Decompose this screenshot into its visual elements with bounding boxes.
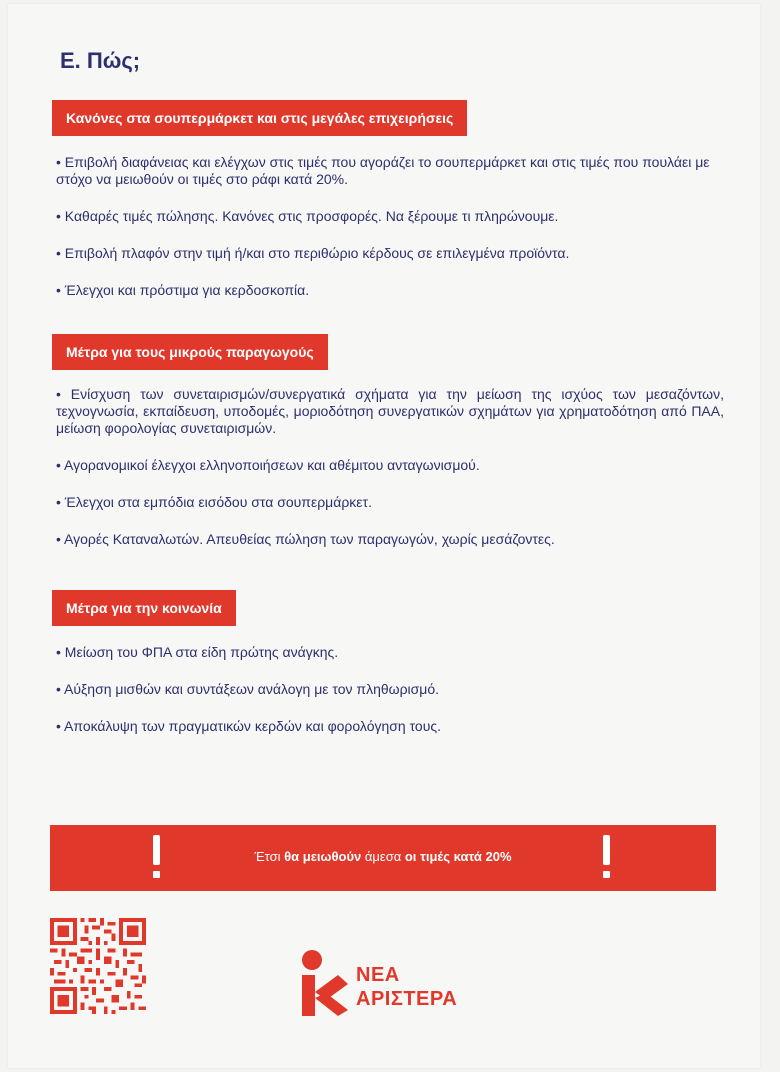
exclamation-icon [600,835,612,881]
list-item: • Έλεγχοι και πρόστιμα για κερδοσκοπία. [56,282,310,298]
price-reduction-banner [50,825,716,891]
section-list-supermarkets [56,154,724,319]
logo-mark-icon [298,948,350,1018]
list-item: • Αγορανομικοί έλεγχοι ελληνοποιήσεων και αθέμιτου ανταγωνισμού. [56,457,480,473]
list-item: • Αύξηση μισθών και συντάξεων ανάλογη με τον πληθωρισμό. [56,681,440,697]
section-header-supermarkets: Κανόνες στα σουπερμάρκετ και στις μεγάλες επιχειρήσεις [52,100,467,136]
logo-text: ΝΕΑ ΑΡΙΣΤΕΡΑ [356,964,458,1010]
list-item: • Μείωση του ΦΠΑ στα είδη πρώτης ανάγκης. [56,644,339,660]
section-header-producers: Μέτρα για τους μικρούς παραγωγούς [52,334,328,370]
list-item: • Ενίσχυση των συνεταιρισμών/συνεργατικά σχήματα για την μείωση της ισχύος των μεσαζόντων, τεχνογνωσία, εκπαίδευση, υποδομές, μοριοδότηση συνεργατικών σχημάτων για χρηματοδότηση από ΠΑΑ, μείωση φορολογίας συνεταιρισμών. [56,386,724,436]
list-item: • Έλεγχοι στα εμπόδια εισόδου στα σουπερμάρκετ. [56,494,372,510]
banner-text: Έτσι θα μειωθούν άμεσα οι τιμές κατά 20% [254,849,512,864]
list-item: • Αγορές Καταναλωτών. Απευθείας πώληση των παραγωγών, χωρίς μεσάζοντες. [56,531,555,547]
page-title: Ε. Πώς; [60,48,141,73]
section-list-producers [56,386,724,568]
nea-aristera-logo [298,946,478,1022]
section-list-society [56,644,724,755]
leaflet-page [8,4,760,1068]
qr-code [50,918,146,1014]
list-item: • Επιβολή διαφάνειας και ελέγχων στις τιμές που αγοράζει το σουπερμάρκετ και στις τιμές που πουλάει με στόχο να μειωθούν οι τιμές στο ράφι κατά 20%. [56,154,710,187]
list-item: • Καθαρές τιμές πώλησης. Κανόνες στις προσφορές. Να ξέρουμε τι πληρώνουμε. [56,208,559,224]
list-item: • Αποκάλυψη των πραγματικών κερδών και φορολόγηση τους. [56,718,441,734]
list-item: • Επιβολή πλαφόν στην τιμή ή/και στο περιθώριο κέρδους σε επιλεγμένα προϊόντα. [56,245,570,261]
section-header-society: Μέτρα για την κοινωνία [52,590,236,626]
